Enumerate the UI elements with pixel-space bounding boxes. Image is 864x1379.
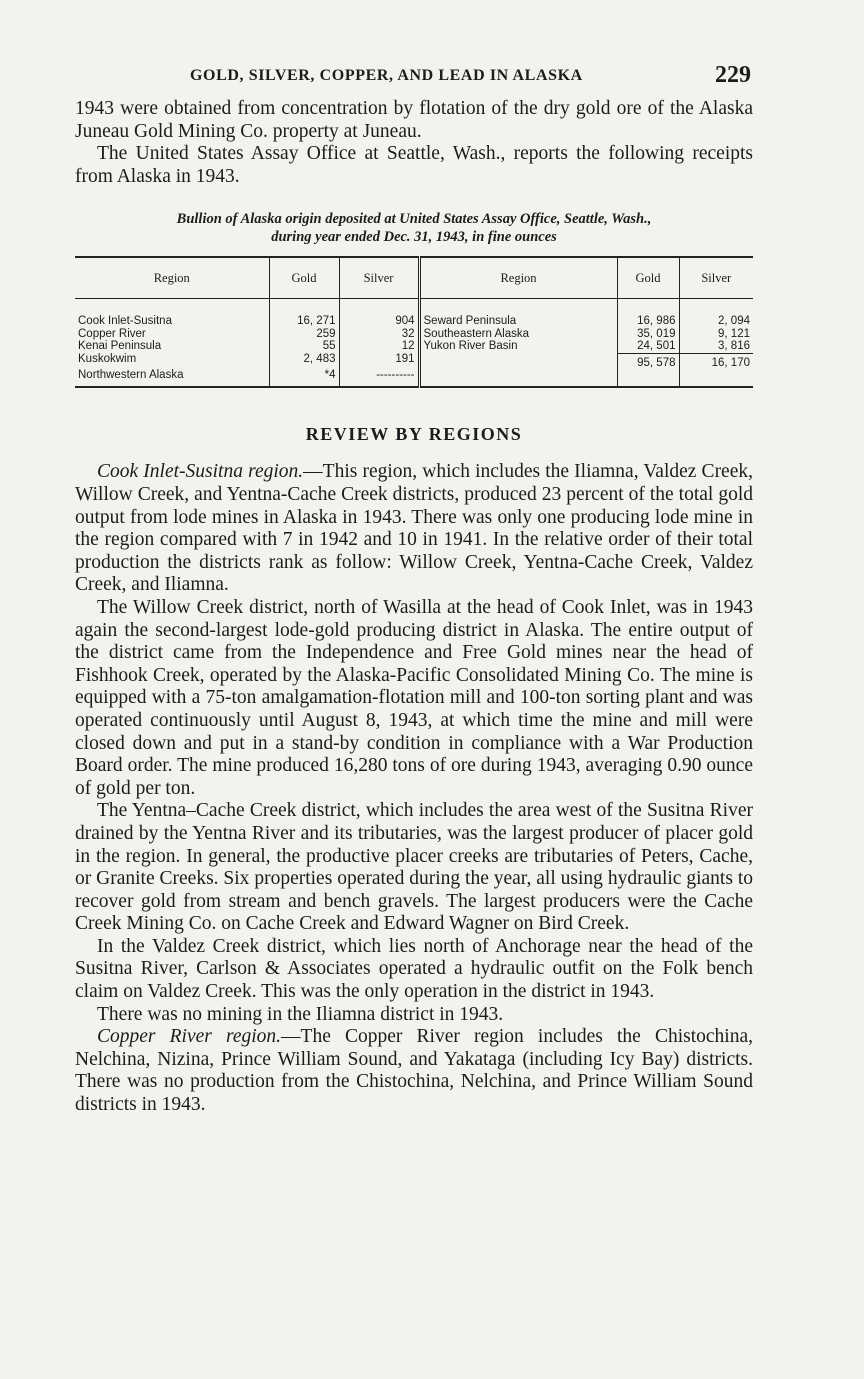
copper-river-lead: Copper River region. xyxy=(97,1026,282,1048)
table-cell-gold: *4 xyxy=(269,369,339,387)
cook-inlet-paragraph xyxy=(75,461,753,597)
cook-inlet-text: —This region, which includes the Iliamna, Valdez Creek, Willow Creek, and Yentna-Cache Creek districts, produced 23 percent of the total gold output from lode mines in Alaska in 1943. There was only one producing lode mine in the region compared with 7 in 1942 and 10 in 1941. In the relative order of their total production the districts rank as follow: Willow Creek, Yentna-Cache Creek, Valdez Creek, and Iliamna. xyxy=(75,461,753,596)
table-cell-silver: 904 xyxy=(339,299,419,328)
header-gold-left: Gold xyxy=(269,257,339,299)
table-cell-region: Cook Inlet-Susitna xyxy=(78,315,172,328)
running-header xyxy=(75,62,753,98)
table-row xyxy=(75,353,753,369)
table-row xyxy=(75,340,753,353)
table-caption xyxy=(75,210,753,246)
table-header-row xyxy=(75,257,753,299)
table-cell-region: Southeastern Alaska xyxy=(419,328,617,340)
total-silver: 16, 170 xyxy=(679,353,753,369)
table-cell-silver: ---------- xyxy=(339,369,419,387)
page-number: 229 xyxy=(715,62,751,88)
header-region-left: Region xyxy=(75,257,269,299)
table-cell-region: Yukon River Basin xyxy=(419,340,617,353)
total-gold: 95, 578 xyxy=(617,353,679,369)
table-cell-region: Kenai Peninsula xyxy=(78,340,162,353)
table-row xyxy=(75,369,753,387)
copper-river-paragraph xyxy=(75,1026,753,1116)
willow-creek-paragraph: The Willow Creek district, north of Wasilla at the head of Cook Inlet, was in 1943 again the second-largest lode-gold producing district in Alaska. The entire output of the district came from the Independence and Free Gold mines near the head of Fishhook Creek, operated by the Alaska-Pacific Consolidated Mining Co. The mine is equipped with a 75-ton amalgamation-flotation mill and 100-ton sorting plant and was operated continuously until August 8, 1943, at which time the mine and mill were closed down and put in a stand-by condition in compliance with a War Production Board order. The mine produced 16,280 tons of ore during 1943, averaging 0.90 ounce of gold per ton. xyxy=(75,596,753,799)
table-caption-line-1: Bullion of Alaska origin deposited at United States Assay Office, Seattle, Wash., xyxy=(176,211,652,228)
intro-paragraph-2: The United States Assay Office at Seattle, Wash., reports the following receipts from Alaska in 1943. xyxy=(75,143,753,187)
table-cell-gold: 2, 483 xyxy=(269,353,339,369)
running-title: GOLD, SILVER, COPPER, AND LEAD IN ALASKA xyxy=(190,67,583,84)
table-cell-silver: 12 xyxy=(339,340,419,353)
document-page xyxy=(75,62,753,1117)
header-region-right: Region xyxy=(419,257,617,299)
iliamna-paragraph: There was no mining in the Iliamna district in 1943. xyxy=(97,1003,504,1025)
table-cell-silver: 191 xyxy=(339,353,419,369)
table-cell-gold: 16, 271 xyxy=(269,299,339,328)
table-cell-gold: 55 xyxy=(269,340,339,353)
header-silver-left: Silver xyxy=(339,257,419,299)
table-cell-silver: 32 xyxy=(339,328,419,340)
table-cell-gold: 259 xyxy=(269,328,339,340)
header-silver-right: Silver xyxy=(679,257,753,299)
table-cell-silver: 3, 816 xyxy=(679,340,753,353)
table-row xyxy=(75,299,753,328)
table-row xyxy=(75,328,753,340)
table-cell-region: Seward Peninsula xyxy=(419,299,617,328)
table-cell-region: Northwestern Alaska xyxy=(78,369,184,381)
table-cell-gold: 16, 986 xyxy=(617,299,679,328)
table-cell-silver: 9, 121 xyxy=(679,328,753,340)
table-cell-region: Kuskokwim xyxy=(78,353,137,366)
cook-inlet-lead: Cook Inlet-Susitna region. xyxy=(97,461,304,483)
copper-river-text: —The Copper River region includes the Chistochina, Nelchina, Nizina, Prince William Sound, and Yakataga (including Icy Bay) districts. There was no production from the Chistochina, Nelchina, and Prince William Sound districts in 1943. xyxy=(75,1026,753,1116)
yentna-cache-paragraph: The Yentna–Cache Creek district, which includes the area west of the Susitna River drained by the Yentna River and its tributaries, was the largest producer of placer gold in the region. In general, the productive placer creeks are tributaries of Peters, Cache, or Granite Creeks. Six properties operated during the year, all using hydraulic giants to recover gold from stream and bench gravels. The largest producers were the Cache Creek Mining Co. on Cache Creek and Edward Wagner on Bird Creek. xyxy=(75,800,753,935)
section-heading: REVIEW BY REGIONS xyxy=(305,424,523,445)
table-caption-line-2: during year ended Dec. 31, 1943, in fine ounces xyxy=(271,229,557,246)
table-cell-gold: 35, 019 xyxy=(617,328,679,340)
valdez-creek-paragraph: In the Valdez Creek district, which lies north of Anchorage near the head of the Susitna River, Carlson & Associates operated a hydraulic outfit on the Folk bench claim on Valdez Creek. This was the only operation in the district in 1943. xyxy=(75,935,753,1003)
bullion-table xyxy=(75,256,753,388)
intro-paragraph-1: 1943 were obtained from concentration by flotation of the dry gold ore of the Alaska Juneau Gold Mining Co. property at Juneau. xyxy=(75,98,753,142)
header-gold-right: Gold xyxy=(617,257,679,299)
table-cell-region: Copper River xyxy=(78,327,146,340)
table-cell-gold: 24, 501 xyxy=(617,340,679,353)
table-cell-silver: 2, 094 xyxy=(679,299,753,328)
